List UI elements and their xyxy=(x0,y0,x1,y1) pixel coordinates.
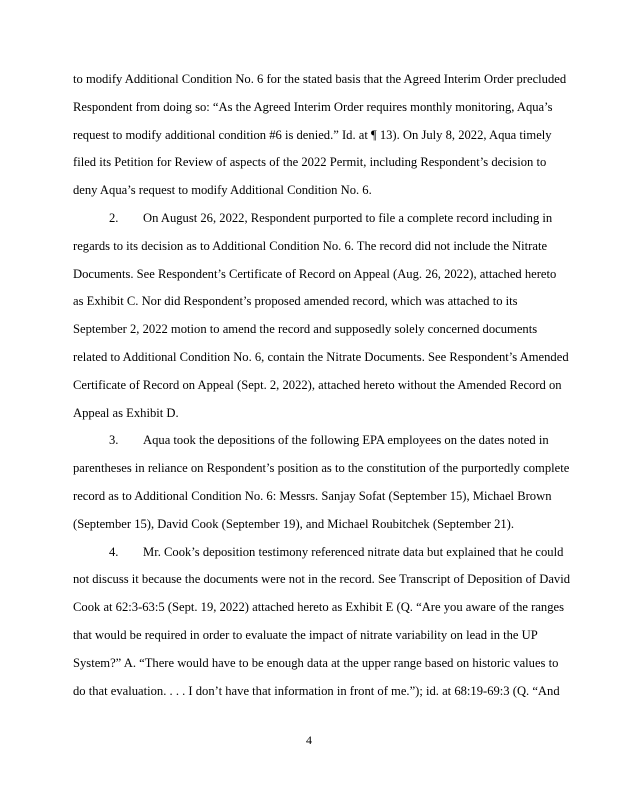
text-line: (September 15), David Cook (September 19), and Michael Roubitchek (September 21). xyxy=(73,516,515,531)
text-line: Appeal as Exhibit D. xyxy=(73,405,179,420)
text-line: Mr. Cook’s deposition testimony referenced nitrate data but explained that he could xyxy=(143,544,564,559)
text-line: September 2, 2022 motion to amend the record and supposedly solely concerned documents xyxy=(73,322,538,337)
document-body xyxy=(73,66,593,705)
text-line: filed its Petition for Review of aspects of the 2022 Permit, including Respondent’s decision to xyxy=(73,155,547,170)
paragraph-first-line xyxy=(73,539,593,567)
text-line: Cook at 62:3-63:5 (Sept. 19, 2022) attached hereto as Exhibit E (Q. “Are you aware of the ranges xyxy=(73,600,565,615)
text-line: Aqua took the depositions of the following EPA employees on the dates noted in xyxy=(143,433,549,448)
paragraph-4 xyxy=(73,539,593,706)
paragraph-number: 4. xyxy=(109,544,119,559)
paragraph-3 xyxy=(73,427,593,538)
text-line: regards to its decision as to Additional Condition No. 6. The record did not include the Nitrate xyxy=(73,238,548,253)
text-line: Documents. See Respondent’s Certificate of Record on Appeal (Aug. 26, 2022), attached hereto xyxy=(73,266,557,281)
text-line: to modify Additional Condition No. 6 for the stated basis that the Agreed Interim Order precluded xyxy=(73,72,567,86)
page-number: 4 xyxy=(306,733,312,747)
text-line: record as to Additional Condition No. 6: Messrs. Sanjay Sofat (September 15), Michael Brown xyxy=(73,488,552,503)
text-line: do that evaluation. . . . I don’t have that information in front of me.”); id. at 68:19-69:3 (Q. “And xyxy=(73,683,560,698)
text-line: request to modify additional condition #6 is denied.” Id. at ¶ 13). On July 8, 2022, Aqua timely xyxy=(73,127,552,142)
text-line: deny Aqua’s request to modify Additional Condition No. 6. xyxy=(73,183,372,198)
text-line: Respondent from doing so: “As the Agreed Interim Order requires monthly monitoring, Aqua’s xyxy=(73,99,553,114)
text-line: On August 26, 2022, Respondent purported to file a complete record including in xyxy=(143,210,553,225)
paragraph-first-line xyxy=(73,427,593,455)
text-line: Certificate of Record on Appeal (Sept. 2, 2022), attached hereto without the Amended Record on xyxy=(73,377,562,392)
paragraph-2 xyxy=(73,205,593,427)
text-line: that would be required in order to evaluate the impact of nitrate variability on lead in the UP xyxy=(73,627,538,642)
paragraph-number: 2. xyxy=(109,210,119,225)
text-line: System?” A. “There would have to be enough data at the upper range based on historic values to xyxy=(73,655,559,670)
text-line: as Exhibit C. Nor did Respondent’s proposed amended record, which was attached to its xyxy=(73,294,518,309)
paragraph-number: 3. xyxy=(109,433,119,448)
text-line: related to Additional Condition No. 6, contain the Nitrate Documents. See Respondent’s Amended xyxy=(73,349,569,364)
paragraph-continuation xyxy=(73,66,593,205)
text-line: parentheses in reliance on Respondent’s position as to the constitution of the purportedly complete xyxy=(73,461,570,476)
paragraph-first-line xyxy=(73,205,593,233)
text-line: not discuss it because the documents were not in the record. See Transcript of Deposition of David xyxy=(73,572,570,587)
